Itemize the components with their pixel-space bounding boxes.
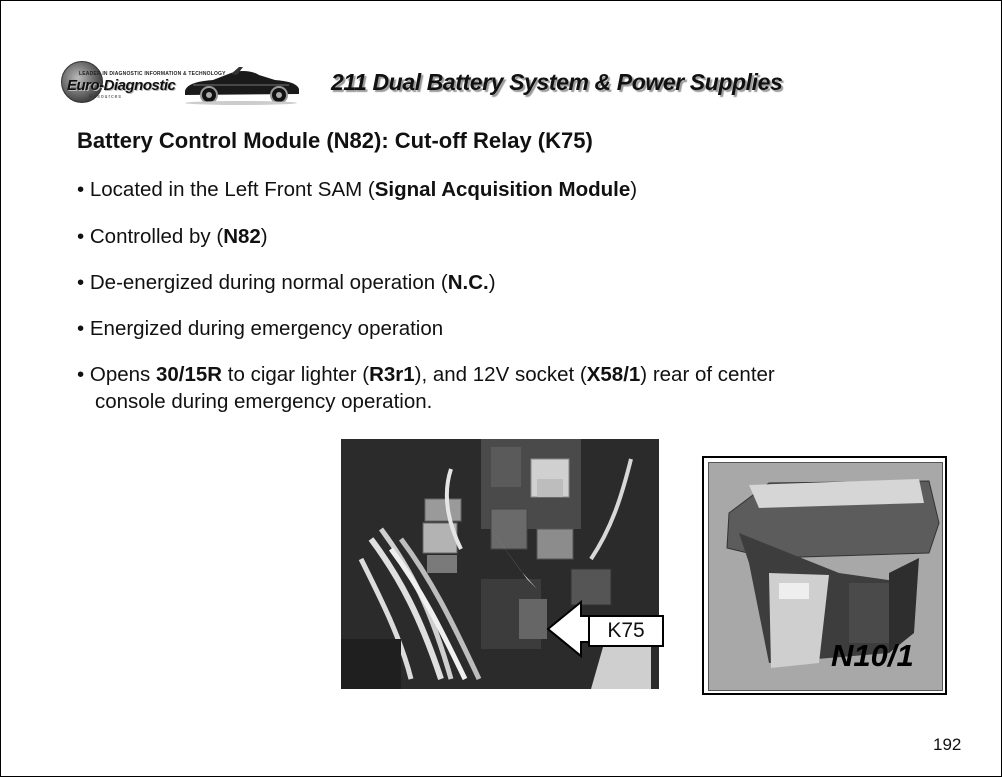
bullet-item: • Located in the Left Front SAM (Signal Acquisition Module): [77, 178, 638, 201]
bullet-item: • Energized during emergency operation: [77, 317, 444, 340]
bullet-continuation: console during emergency operation.: [95, 390, 433, 413]
euro-diagnostic-logo: [59, 59, 304, 105]
logo-tagline: LEADER IN DIAGNOSTIC INFORMATION & TECHNOLOGY: [79, 71, 226, 77]
logo-name: Euro-Diagnostic: [67, 77, 176, 94]
bullet-item: • Controlled by (N82): [77, 225, 268, 248]
n10-1-label: N10/1: [831, 638, 914, 673]
convertible-car-icon: [179, 61, 304, 105]
page-number: 192: [933, 735, 962, 754]
bullet-item: • Opens 30/15R to cigar lighter (R3r1), and 12V socket (X58/1) rear of center: [77, 363, 775, 386]
k75-callout-label: K75: [588, 615, 664, 647]
logo-subtext: Resources: [89, 94, 122, 100]
slide-title: 211 Dual Battery System & Power Supplies: [331, 69, 783, 95]
bullet-item: • De-energized during normal operation (N.C.): [77, 271, 496, 294]
sam-relay-photo: [341, 439, 659, 689]
slide-subtitle: Battery Control Module (N82): Cut-off Relay (K75): [77, 128, 593, 153]
